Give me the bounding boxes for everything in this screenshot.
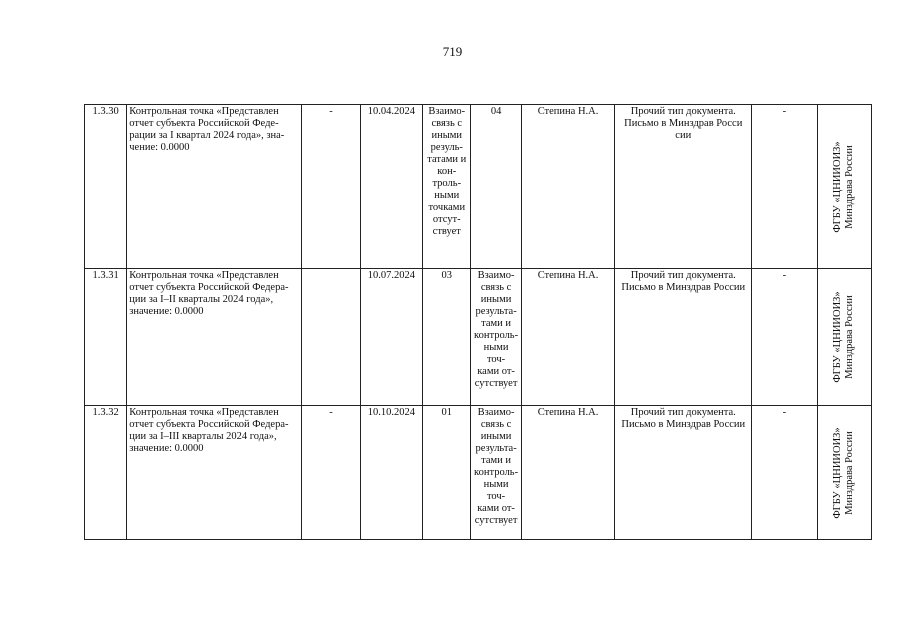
text-line: отсут- — [432, 214, 461, 225]
text-line: тами и — [481, 455, 512, 466]
text-line: ными точ- — [483, 342, 509, 365]
text-line: Минздрава России — [844, 430, 856, 515]
control-point-name — [127, 406, 302, 540]
text-line: кон- — [437, 166, 457, 177]
row-number: 1.3.30 — [85, 105, 127, 269]
text-line: отчет субъекта Российской Федера- — [129, 419, 289, 430]
organization-label — [832, 427, 856, 518]
text-line: Контрольная точка «Представлен — [129, 407, 279, 418]
text-line: значение: 0.0000 — [129, 306, 204, 317]
text-line: Взаимо- — [477, 407, 515, 418]
text-line: ствует — [432, 226, 461, 237]
dash-cell — [302, 269, 360, 406]
dash-cell: - — [302, 406, 360, 540]
text-line: связь с — [480, 282, 512, 293]
organization-cell — [817, 105, 871, 269]
table-row — [85, 269, 872, 406]
text-line: ными — [434, 190, 460, 201]
control-point-name — [127, 269, 302, 406]
code-cell: 01 — [423, 406, 471, 540]
responsible-person: Степина Н.А. — [521, 105, 615, 269]
text-line: связь с — [480, 419, 512, 430]
text-line: иными — [431, 130, 463, 141]
date-cell: 10.04.2024 — [360, 105, 422, 269]
date-cell: 10.07.2024 — [360, 269, 422, 406]
code-cell: 03 — [423, 269, 471, 406]
document-type-cell — [615, 406, 752, 540]
text-line: Прочий тип документа. — [630, 407, 736, 418]
organization-label — [832, 141, 856, 232]
organization-label — [832, 291, 856, 382]
text-line: значение: 0.0000 — [129, 443, 204, 454]
table-row — [85, 105, 872, 269]
text-line: результа- — [475, 306, 517, 317]
text-line: Прочий тип документа. — [630, 106, 736, 117]
text-line: ФГБУ «ЦНИИОИЗ» — [832, 426, 844, 519]
text-line: Прочий тип документа. — [630, 270, 736, 281]
responsible-person: Степина Н.А. — [521, 269, 615, 406]
text-line: Минздрава России — [844, 144, 856, 229]
date-cell: 10.10.2024 — [360, 406, 422, 540]
text-line: Взаимо- — [477, 270, 515, 281]
text-line: Письмо в Минздрав России — [621, 282, 746, 293]
text-line: сутствует — [474, 378, 518, 389]
text-line: ФГБУ «ЦНИИОИЗ» — [832, 140, 844, 233]
organization-cell — [817, 406, 871, 540]
row-number: 1.3.31 — [85, 269, 127, 406]
dash-cell: - — [302, 105, 360, 269]
text-line: Письмо в Минздрав России — [621, 419, 746, 430]
control-points-table — [84, 104, 872, 540]
text-line: троль- — [432, 178, 462, 189]
text-line: Письмо в Минздрав Росси — [624, 118, 743, 129]
code-cell: 04 — [471, 105, 521, 269]
dash-cell: - — [752, 105, 817, 269]
document-type-cell — [615, 105, 752, 269]
relation-cell — [423, 105, 471, 269]
text-line: Взаимо- — [428, 106, 466, 117]
text-line: иными — [480, 294, 512, 305]
text-line: ции за I–III кварталы 2024 года», — [129, 431, 277, 442]
document-type-cell — [615, 269, 752, 406]
row-number: 1.3.32 — [85, 406, 127, 540]
text-line: ции за I–II кварталы 2024 года», — [129, 294, 274, 305]
text-line: Минздрава России — [844, 295, 856, 379]
text-line: ными точ- — [483, 479, 509, 502]
text-line: сии — [675, 130, 692, 141]
text-line: сутствует — [474, 515, 518, 526]
dash-cell: - — [752, 269, 817, 406]
table-row — [85, 406, 872, 540]
dash-cell: - — [752, 406, 817, 540]
responsible-person: Степина Н.А. — [521, 406, 615, 540]
text-line: тами и — [481, 318, 512, 329]
text-line: татами и — [427, 154, 467, 165]
relation-cell — [471, 269, 521, 406]
text-line: резуль- — [430, 142, 463, 153]
text-line: контроль- — [474, 467, 519, 478]
text-line: ками от- — [477, 366, 515, 377]
text-line: Контрольная точка «Представлен — [129, 106, 279, 117]
text-line: рации за I квартал 2024 года», зна- — [129, 130, 285, 141]
control-point-name — [127, 105, 302, 269]
text-line: ФГБУ «ЦНИИОИЗ» — [832, 291, 844, 383]
text-line: отчет субъекта Российской Феде- — [129, 118, 279, 129]
organization-cell — [817, 269, 871, 406]
text-line: связь с — [431, 118, 463, 129]
text-line: отчет субъекта Российской Федера- — [129, 282, 289, 293]
page-number: 719 — [442, 44, 463, 59]
text-line: точками — [428, 202, 466, 213]
text-line: ками от- — [477, 503, 515, 514]
text-line: Контрольная точка «Представлен — [129, 270, 279, 281]
text-line: контроль- — [474, 330, 519, 341]
text-line: иными — [480, 431, 512, 442]
relation-cell — [471, 406, 521, 540]
text-line: чение: 0.0000 — [129, 142, 190, 153]
text-line: результа- — [475, 443, 517, 454]
